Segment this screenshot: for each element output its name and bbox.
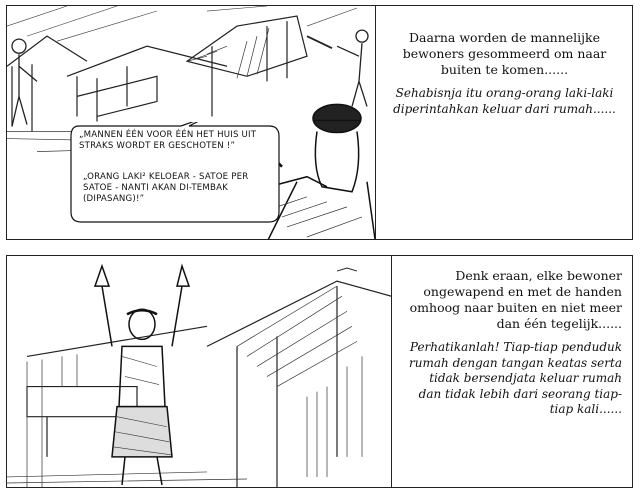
panel-2-caption-area — [393, 256, 632, 487]
speech-bubble — [69, 122, 281, 228]
caption-indonesian: Perhatikanlah! Tiap-tiap penduduk rumah dengan tangan keatas serta tidak bersendjata keluar rumah dan tidak lebih dari seorang tiap-tiap kali...... — [409, 340, 622, 416]
panel-1-caption-area — [377, 6, 632, 239]
panel-2-illustration — [7, 256, 392, 487]
caption-dutch: Denk eraan, elke bewoner ongewapend en met de handen omhoog naar buiten en niet meer dan één tegelijk...... — [409, 268, 622, 331]
speech-text-indonesian: „ORANG LAKI² KELOEAR - SATOE PER SATOE - NANTI AKAN DI-TEMBAK (DIPASANG)!” — [83, 172, 249, 204]
caption-indonesian: Sehabisnja itu orang-orang laki-laki diperintahkan keluar dari rumah...... — [393, 86, 616, 116]
speech-text-dutch: „MANNEN ÉÉN VOOR ÉÉN HET HUIS UIT STRAKS WORDT ER GESCHOTEN !” — [79, 130, 257, 151]
comic-panel-2 — [6, 255, 633, 488]
comic-panel-1 — [6, 5, 633, 240]
man-surrendering-drawing — [7, 256, 391, 487]
caption-dutch: Daarna worden de mannelijke bewoners gesommeerd om naar buiten te komen...... — [402, 30, 607, 77]
